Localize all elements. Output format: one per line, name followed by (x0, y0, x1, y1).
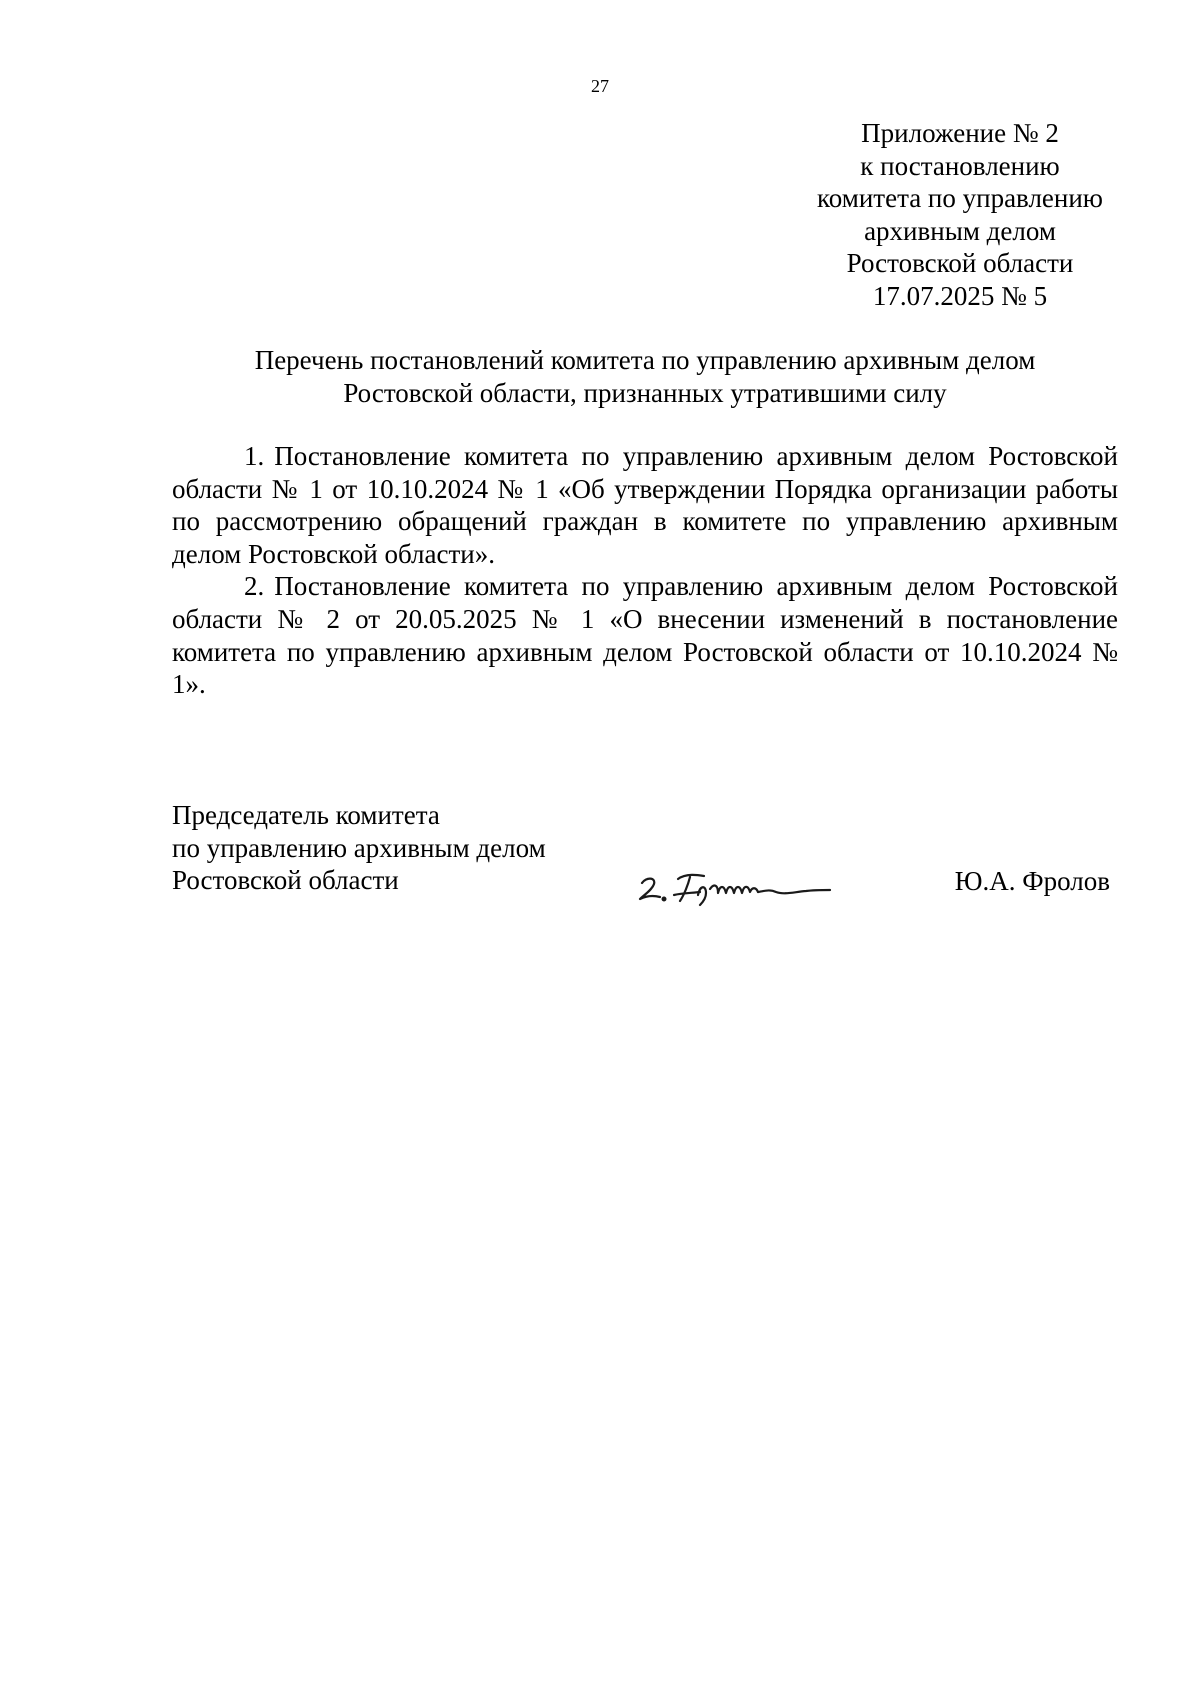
document-title (170, 344, 1120, 409)
signer-position-line: Ростовской области (172, 865, 399, 896)
list-item-number: 2. (244, 571, 265, 602)
appendix-line: к постановлению (860, 150, 1060, 181)
appendix-line: архивным делом (864, 215, 1056, 246)
appendix-header (780, 117, 1140, 313)
list-item (172, 570, 1118, 700)
signer-name: Ю.А. Фролов (954, 866, 1110, 896)
appendix-line: комитета по управлению (817, 183, 1103, 214)
signer-position-line: по управлению архивным делом (172, 832, 546, 863)
signer-position-line: Председатель комитета (172, 800, 440, 830)
document-body (172, 440, 1118, 701)
handwritten-signature (634, 865, 834, 909)
page-number: 27 (591, 76, 609, 96)
title-line: Перечень постановлений комитета по управлению архивным делом (254, 345, 1036, 375)
title-line: Ростовской области, признанных утратившими силу (343, 377, 947, 408)
appendix-line: Приложение № 2 (861, 118, 1059, 148)
appendix-line: Ростовской области (846, 248, 1074, 279)
list-item-number: 1. (244, 441, 265, 471)
appendix-date-number: 17.07.2025 № 5 (872, 280, 1048, 311)
list-item-text: Постановление комитета по управлению архивным делом Ростовской области № 1 от 10.10.2024 № 1 «Об утверждении Порядка организации работы по рассмотрению обращений граждан в комитете по управлению архивным делом Ростовской области». (172, 441, 1118, 569)
signature-block (172, 799, 1122, 909)
list-item (172, 440, 1118, 570)
list-item-text: Постановление комитета по управлению архивным делом Ростовской области № 2 от 20.05.2025 № 1 «О внесении изменений в постановление комитета по управлению архивным делом Ростовской области от 10.10.2024 № 1». (172, 571, 1118, 700)
